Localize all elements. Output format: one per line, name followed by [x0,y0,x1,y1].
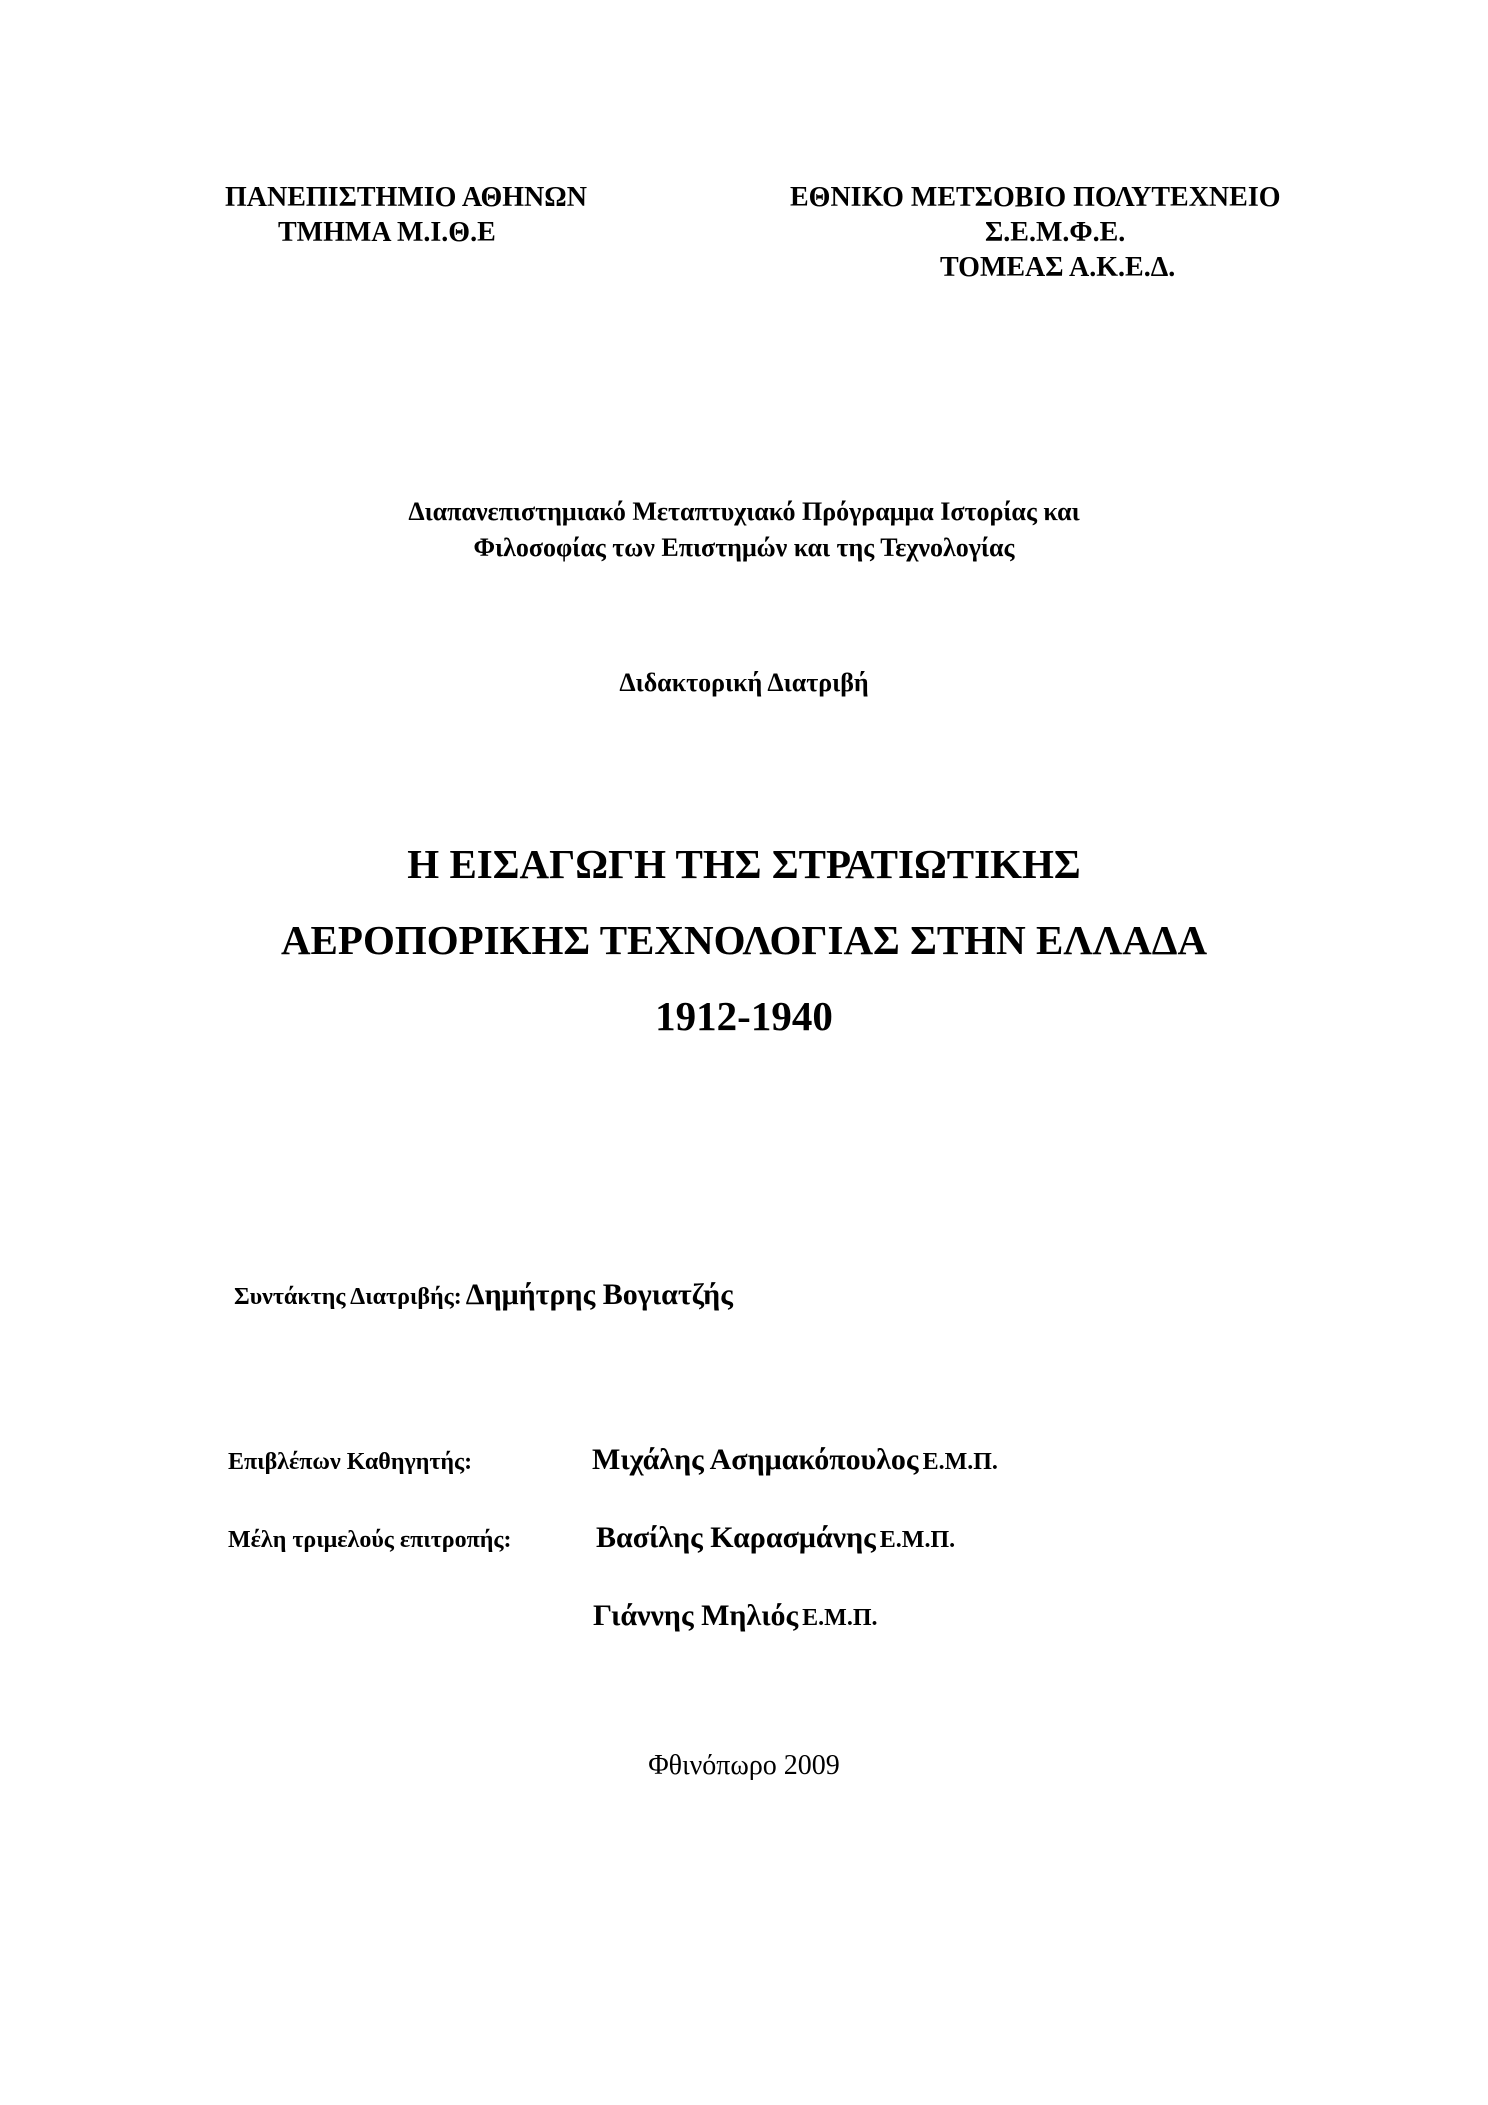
committee-member-affiliation: Ε.Μ.Π. [879,1527,956,1553]
committee-member-1 [596,1521,955,1555]
committee-member-2 [593,1599,877,1633]
supervisor-row [592,1443,998,1477]
committee-member-name: Βασίλης Καρασμάνης [596,1521,876,1554]
submission-date: Φθινόπωρο 2009 [648,1750,840,1781]
committee-member-affiliation: Ε.Μ.Π. [802,1605,878,1631]
university-athens: ΠΑΝΕΠΙΣΤΗΜΙΟ ΑΘΗΝΩΝ [225,182,587,213]
supervisor-affiliation: Ε.Μ.Π. [922,1449,998,1475]
program-line-1: Διαπανεπιστημιακό Μεταπτυχιακό Πρόγραμμα Ιστορίας και [408,497,1080,526]
author-row [234,1278,733,1312]
committee-label: Μέλη τριμελούς επιτροπής: [228,1527,512,1553]
supervisor-label: Επιβλέπων Καθηγητής: [228,1449,473,1475]
title-years: 1912-1940 [655,993,833,1039]
document-type: Διδακτορική Διατριβή [619,668,869,697]
author-label: Συντάκτης Διατριβής: [234,1284,462,1310]
program-line-2: Φιλοσοφίας των Επιστημών και της Τεχνολογίας [473,533,1015,562]
supervisor-name: Μιχάλης Ασημακόπουλος [592,1443,919,1476]
author-name: Δημήτρης Βογιατζής [465,1278,733,1311]
university-ntua: ΕΘΝΙΚΟ ΜΕΤΣΟΒΙΟ ΠΟΛΥΤΕΧΝΕΙΟ [790,182,1281,213]
title-line-1: Η ΕΙΣΑΓΩΓΗ ΤΗΣ ΣΤΡΑΤΙΩΤΙΚΗΣ [407,841,1081,887]
school-semfe: Σ.Ε.Μ.Φ.Ε. [985,217,1126,248]
title-line-2: ΑΕΡΟΠΟΡΙΚΗΣ ΤΕΧΝΟΛΟΓΙΑΣ ΣΤΗΝ ΕΛΛΑΔΑ [280,917,1208,963]
department-mithe: ΤΜΗΜΑ Μ.Ι.Θ.Ε [278,217,496,248]
committee-member-name: Γιάννης Μηλιός [593,1599,799,1632]
sector-aked: ΤΟΜΕΑΣ Α.Κ.Ε.Δ. [940,252,1176,283]
